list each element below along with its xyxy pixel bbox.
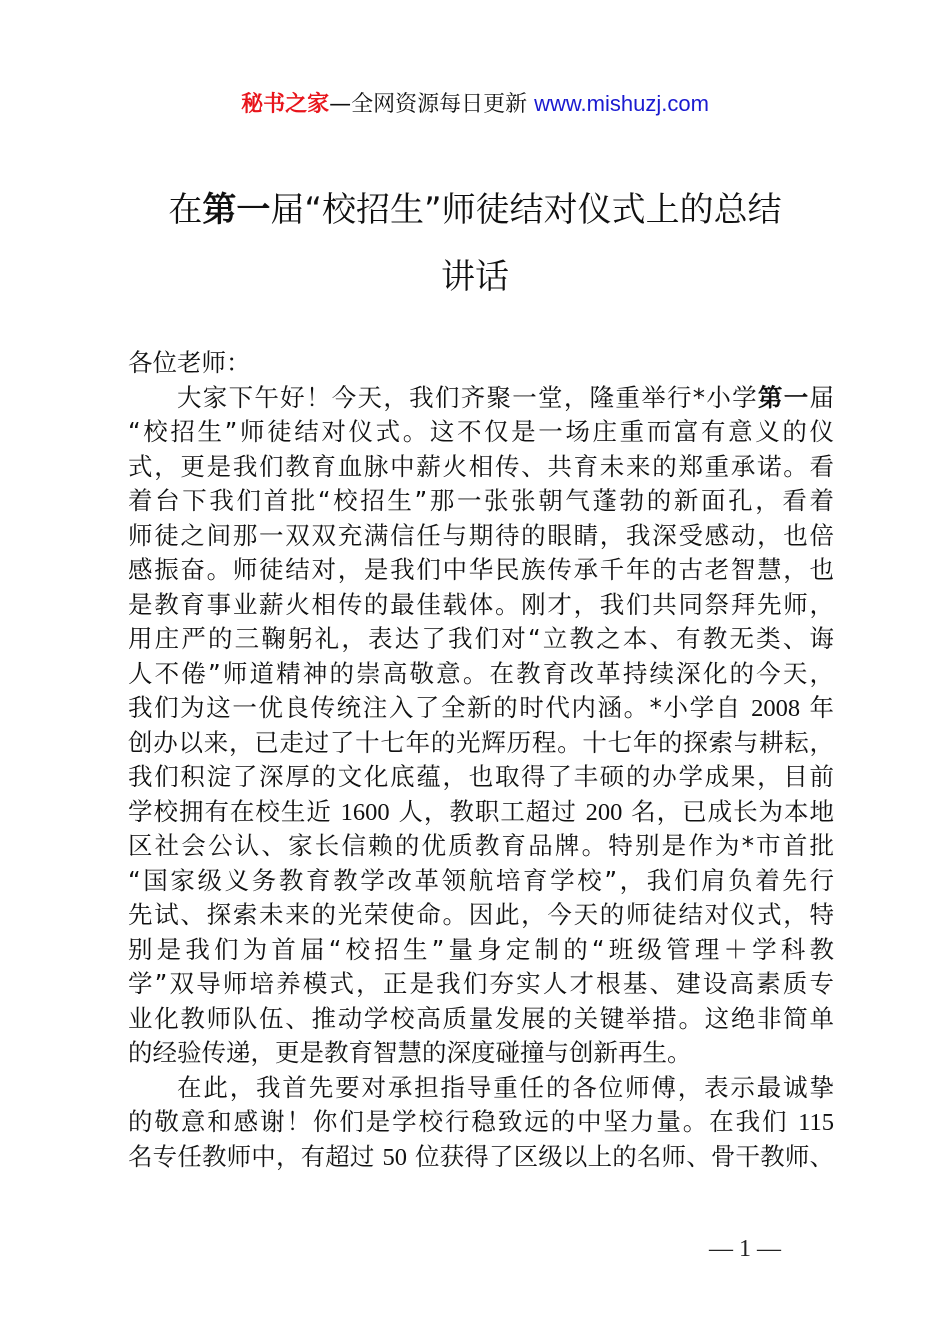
paragraph-line: “校招生”师徒结对仪式。这不仅是一场庄重而富有意义的仪 [128, 417, 834, 446]
text-run: 学校拥有在校生近 [128, 796, 332, 826]
number-run: 2008 [751, 695, 801, 722]
paragraph-line: 是教育事业薪火相传的最佳载体。刚才，我们共同祭拜先师， [128, 589, 834, 619]
brand-name: 秘书之家 [241, 92, 330, 117]
text-run: 大家下午好！今天，我们齐聚一堂，隆重举行*小学 [177, 382, 758, 412]
text-run: 名专任教师中，有超过 [128, 1141, 375, 1171]
site-link[interactable]: www.mishuzj.com [534, 91, 709, 116]
paragraph-line: 别是我们为首届“校招生”量身定制的“班级管理＋学科教 [128, 934, 834, 964]
document-title-line-1 [0, 188, 950, 232]
title-text: 届“校招生”师徒结对仪式上的总结 [270, 190, 782, 230]
salutation: 各位老师： [128, 348, 251, 377]
text-run: 届 [809, 382, 835, 412]
document-body [128, 346, 834, 1174]
number-run: 200 [585, 798, 623, 826]
paragraph-line: “国家级义务教育教学改革领航培育学校”，我们肩负着先行 [128, 865, 834, 895]
paragraph-line: 感振奋。师徒结对，是我们中华民族传承千年的古老智慧，也 [128, 555, 834, 584]
document-title-line-2: 讲话 [441, 257, 509, 297]
paragraph-line: 区社会公认、家长信赖的优质教育品牌。特别是作为*市首批 [128, 831, 834, 860]
paragraph-line [128, 1105, 834, 1140]
paragraph-line [128, 381, 834, 416]
text-run: 位获得了区级以上的名师、骨干教师、 [414, 1141, 835, 1171]
text-run: 名，已成长为本地 [631, 796, 835, 826]
site-banner [0, 88, 950, 121]
paragraph-line: 学”双导师培养模式，正是我们夯实人才根基、建设高素质专 [128, 969, 834, 998]
paragraph-line: 我们积淀了深厚的文化底蕴，也取得了丰硕的办学成果，目前 [128, 762, 834, 791]
number-run: 50 [382, 1143, 408, 1171]
paragraph-line [128, 1140, 834, 1175]
number-run: 1600 [340, 798, 390, 826]
paragraph-line: 先试、探索未来的光荣使命。因此，今天的师徒结对仪式，特 [128, 900, 834, 929]
text-run: 人，教职工超过 [398, 796, 577, 826]
paragraph-line: 师徒之间那一双双充满信任与期待的眼睛，我深受感动，也倍 [128, 520, 834, 550]
paragraph-line: 式，更是我们教育血脉中薪火相传、共育未来的郑重承诺。看 [128, 451, 834, 481]
paragraph-line: 业化教师队伍、推动学校高质量发展的关键举措。这绝非简单 [128, 1003, 834, 1033]
paragraph-line: 的经验传递，更是教育智慧的深度碰撞与创新再生。 [128, 1038, 692, 1067]
text-run: 我们为这一优良传统注入了全新的时代内涵。*小学自 [128, 693, 742, 722]
paragraph-line: 用庄严的三鞠躬礼，表达了我们对“立教之本、有教无类、诲 [128, 624, 834, 653]
page-number: — 1 — [709, 1236, 781, 1262]
paragraph-line [128, 795, 834, 830]
text-run: 年 [809, 693, 834, 722]
number-run: 115 [798, 1109, 835, 1136]
text-run: 的敬意和感谢！你们是学校行稳致远的中坚力量。在我们 [128, 1107, 789, 1136]
bold-text-run: 第一 [757, 382, 810, 412]
paragraph-line: 创办以来，已走过了十七年的光辉历程。十七年的探索与耕耘， [128, 727, 834, 757]
paragraph-line: 着台下我们首批“校招生”那一张张朝气蓬勃的新面孔，看着 [128, 486, 834, 515]
banner-slogan: —全网资源每日更新 [329, 92, 528, 117]
title-text: 在 [168, 190, 203, 230]
paragraph-line [128, 691, 834, 726]
paragraph-line: 在此，我首先要对承担指导重任的各位师傅，表示最诚挚 [177, 1072, 834, 1102]
title-bold-text: 第一 [202, 190, 271, 230]
paragraph-line: 人不倦”师道精神的崇高敬意。在教育改革持续深化的今天， [128, 658, 834, 688]
